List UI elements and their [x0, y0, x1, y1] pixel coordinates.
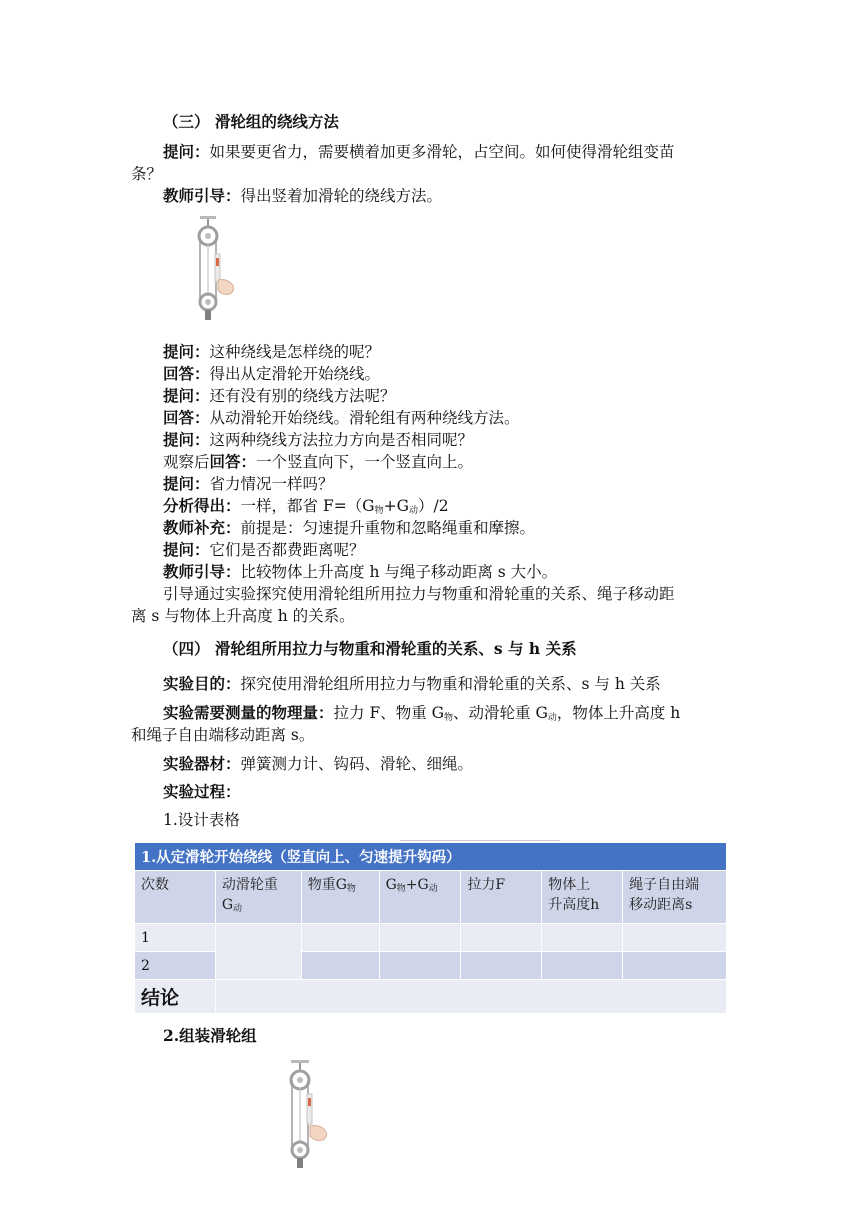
supplement-line — [163, 517, 535, 539]
header-text: +G — [405, 877, 429, 893]
table-cell — [301, 952, 379, 980]
table-cell — [623, 924, 727, 952]
dialogue-line — [163, 341, 380, 363]
table-cell — [301, 924, 379, 952]
formula-subscript: 物 — [374, 506, 384, 516]
table-cell — [215, 924, 301, 980]
header-text: 移动距离s — [629, 897, 693, 913]
data-table — [134, 842, 727, 1014]
intro-line-2: 离 s 与物体上升高度 h 的关系。 — [131, 607, 355, 625]
table-cell — [542, 924, 623, 952]
table-header-row — [135, 871, 727, 924]
dialogue-text: 这两种绕线方法拉力方向是否相同呢？ — [209, 431, 474, 449]
question-1 — [163, 141, 675, 163]
equipment-label: 实验器材： — [163, 754, 241, 773]
divider — [400, 840, 560, 841]
dialogue-text: 从动滑轮开始绕线。滑轮组有两种绕线方法。 — [209, 409, 520, 427]
pulley-photo-2 — [288, 1058, 334, 1170]
dialogue-line — [163, 363, 380, 385]
header-object-weight — [301, 871, 379, 924]
step-1: 1.设计表格 — [163, 811, 240, 829]
dialogue-text: 前提是：匀速提升重物和忽略绳重和摩擦。 — [240, 519, 536, 537]
dialogue-line — [163, 407, 520, 429]
dialogue-text: 得出从定滑轮开始绕线。 — [209, 365, 381, 383]
dialogue-label: 提问： — [163, 430, 210, 449]
purpose-label: 实验目的： — [163, 674, 241, 693]
equipment-text: 弹簧测力计、钩码、滑轮、细绳。 — [240, 755, 474, 773]
header-text: G — [221, 897, 234, 913]
row-number: 1 — [135, 924, 216, 952]
header-pulley-weight — [215, 871, 301, 924]
guide-text: 得出竖着加滑轮的绕线方法。 — [240, 187, 443, 205]
dialogue-label: 回答： — [163, 408, 210, 427]
formula-part: ）/2 — [417, 497, 449, 515]
header-text: 物重G — [307, 877, 347, 893]
table-cell — [542, 952, 623, 980]
formula-subscript: 动 — [408, 506, 418, 516]
dialogue-label: 教师补充： — [163, 518, 241, 537]
guide-label: 教师引导： — [163, 562, 241, 581]
table-conclusion-row — [135, 980, 727, 1014]
pulley-photo-1 — [196, 214, 240, 322]
dialogue-line — [163, 385, 396, 407]
quantities-text: 拉力 F、物重 G — [333, 704, 445, 722]
quantities-label: 实验需要测量的物理量： — [163, 703, 334, 722]
analysis-label: 分析得出： — [163, 496, 241, 515]
dialogue-label: 提问： — [163, 342, 210, 361]
dialogue-line — [163, 429, 473, 451]
quantities-text: 、动滑轮重 G — [453, 704, 548, 722]
step-2: 2.组装滑轮组 — [163, 1026, 257, 1045]
dialogue-text: 省力情况一样吗？ — [209, 475, 334, 493]
intro-line-1: 引导通过实验探究使用滑轮组所用拉力与物重和滑轮重的关系、绳子移动距 — [163, 585, 675, 603]
section-3-heading: （三） 滑轮组的绕线方法 — [163, 112, 339, 131]
header-sum — [379, 871, 461, 924]
table-cell — [379, 924, 461, 952]
quantities-line-2: 和绳子自由端移动距离 s。 — [131, 726, 315, 744]
guide-text: 比较物体上升高度 h 与绳子移动距离 s 大小。 — [240, 563, 558, 581]
dialogue-label: 回答： — [163, 364, 210, 383]
process-label: 实验过程： — [163, 782, 241, 801]
quantities-text: ，物体上升高度 h — [556, 704, 681, 722]
dialogue-text: 它们是否都费距离呢？ — [209, 541, 365, 559]
header-subscript: 物 — [346, 884, 356, 894]
conclusion-label: 结论 — [135, 980, 216, 1014]
header-subscript: 物 — [396, 884, 406, 894]
equipment-line — [163, 753, 473, 775]
header-height — [542, 871, 623, 924]
dialogue-text: 这种绕线是怎样绕的呢？ — [209, 343, 381, 361]
table-cell — [461, 952, 542, 980]
formula-part: +G — [383, 497, 409, 515]
header-distance — [623, 871, 727, 924]
header-force: 拉力F — [461, 871, 542, 924]
header-subscript: 动 — [428, 884, 438, 894]
dialogue-line — [163, 539, 365, 561]
dialogue-label: 回答： — [209, 452, 257, 471]
table-title: 1.从定滑轮开始绕线（竖直向上、匀速提升钩码） — [135, 843, 727, 871]
dialogue-line — [163, 473, 334, 495]
teacher-guide-2 — [163, 561, 557, 583]
question-text: 如果要更省力，需要横着加更多滑轮，占空间。如何使得滑轮组变苗 — [209, 143, 675, 161]
dialogue-label: 提问： — [163, 540, 210, 559]
row-number: 2 — [135, 952, 216, 980]
purpose-text: 探究使用滑轮组所用拉力与物重和滑轮重的关系、s 与 h 关系 — [240, 675, 661, 693]
question-1-cont: 条？ — [131, 165, 163, 183]
table-cell — [623, 952, 727, 980]
header-text: G — [385, 877, 397, 893]
table-cell — [461, 924, 542, 952]
header-text: 物体上 — [548, 877, 591, 893]
header-text: 动滑轮重 — [221, 877, 278, 893]
header-count: 次数 — [135, 871, 216, 924]
dialogue-text: 还有没有别的绕线方法呢？ — [209, 387, 396, 405]
conclusion-cell — [215, 980, 726, 1014]
dialogue-label: 提问： — [163, 474, 210, 493]
guide-label: 教师引导： — [163, 186, 241, 205]
quantities-subscript: 动 — [547, 713, 557, 723]
quantities-subscript: 物 — [444, 713, 454, 723]
table-title-row — [135, 843, 727, 871]
table-row — [135, 924, 727, 952]
dialogue-label: 提问： — [163, 386, 210, 405]
header-subscript: 动 — [233, 904, 243, 914]
question-label: 提问： — [163, 142, 210, 161]
dialogue-text: 一个竖直向下，一个竖直向上。 — [256, 453, 474, 471]
observe-prefix: 观察后 — [163, 453, 210, 471]
table-cell — [379, 952, 461, 980]
observe-answer — [163, 451, 473, 473]
header-text: 升高度h — [548, 897, 600, 913]
teacher-guide-1 — [163, 185, 442, 207]
formula-part: 一样，都省 F=（G — [240, 497, 375, 515]
section-4-heading: （四） 滑轮组所用拉力与物重和滑轮重的关系、s 与 h 关系 — [163, 639, 577, 658]
header-text: 绳子自由端 — [629, 877, 700, 893]
purpose-line — [163, 673, 661, 695]
